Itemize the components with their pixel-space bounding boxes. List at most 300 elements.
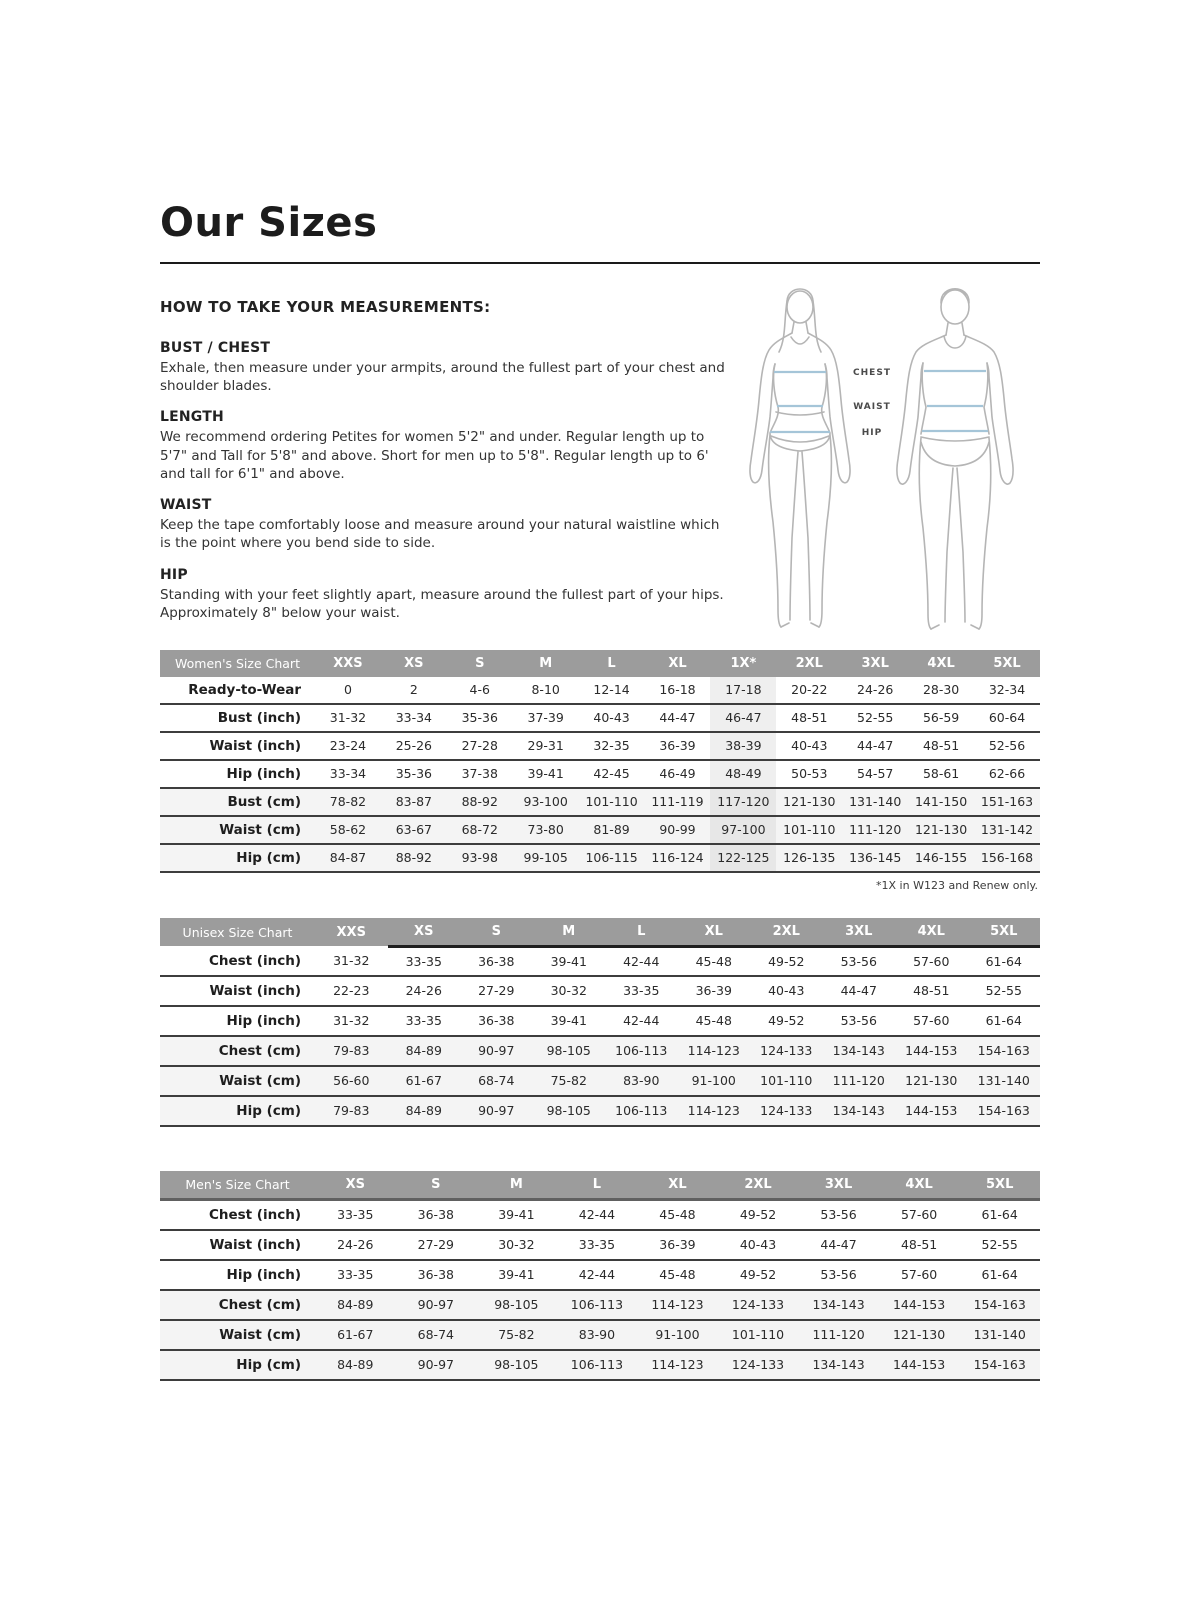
size-cell: 53-56 bbox=[823, 1006, 896, 1036]
size-cell: 106-113 bbox=[605, 1096, 678, 1126]
title-divider bbox=[160, 262, 1040, 264]
table-row bbox=[160, 1350, 1040, 1380]
size-cell: 101-110 bbox=[579, 788, 645, 816]
table-title-cell: Men's Size Chart bbox=[160, 1171, 315, 1200]
size-cell: 90-97 bbox=[396, 1350, 477, 1380]
size-cell: 36-38 bbox=[396, 1260, 477, 1290]
measurement-section bbox=[160, 409, 730, 483]
size-cell: 156-168 bbox=[974, 844, 1040, 872]
size-cell: 106-113 bbox=[605, 1036, 678, 1066]
size-cell: 36-39 bbox=[637, 1230, 718, 1260]
size-cell: 75-82 bbox=[476, 1320, 557, 1350]
header-row bbox=[160, 918, 1040, 947]
size-column-header: L bbox=[579, 650, 645, 677]
size-cell: 144-153 bbox=[895, 1036, 968, 1066]
table-row bbox=[160, 1320, 1040, 1350]
size-cell: 121-130 bbox=[776, 788, 842, 816]
size-cell: 58-61 bbox=[908, 760, 974, 788]
size-cell: 36-38 bbox=[460, 1006, 533, 1036]
size-column-header: 3XL bbox=[798, 1171, 879, 1200]
size-column-header: 1X* bbox=[710, 650, 776, 677]
measurement-section bbox=[160, 497, 730, 552]
row-label: Waist (cm) bbox=[160, 816, 315, 844]
table-row bbox=[160, 1199, 1040, 1230]
size-cell: 57-60 bbox=[895, 1006, 968, 1036]
size-cell: 45-48 bbox=[659, 1207, 696, 1223]
size-cell: 114-123 bbox=[637, 1290, 718, 1320]
women-size-chart bbox=[160, 650, 1040, 892]
size-cell: 52-55 bbox=[959, 1230, 1040, 1260]
size-cell: 45-48 bbox=[637, 1260, 718, 1290]
header-row bbox=[160, 650, 1040, 677]
size-cell: 33-35 bbox=[405, 953, 442, 969]
size-cell: 154-163 bbox=[968, 1096, 1041, 1126]
size-cell: 40-43 bbox=[776, 732, 842, 760]
size-cell: 106-113 bbox=[557, 1290, 638, 1320]
size-column-header: 4XL bbox=[908, 650, 974, 677]
table-row bbox=[160, 816, 1040, 844]
table-header bbox=[160, 1171, 1040, 1200]
size-column-header: M bbox=[513, 650, 579, 677]
size-cell: 141-150 bbox=[908, 788, 974, 816]
size-cell: 98-105 bbox=[476, 1350, 557, 1380]
size-cell: 61-64 bbox=[959, 1260, 1040, 1290]
size-cell: 122-125 bbox=[710, 844, 776, 872]
women-size-table bbox=[160, 650, 1040, 873]
size-column-header: XS bbox=[381, 650, 447, 677]
size-cell: 56-59 bbox=[908, 704, 974, 732]
size-cell: 35-36 bbox=[381, 760, 447, 788]
size-cell: 30-32 bbox=[476, 1230, 557, 1260]
table-row bbox=[160, 946, 1040, 976]
size-cell: 39-41 bbox=[498, 1207, 535, 1223]
size-column-header: 5XL bbox=[974, 650, 1040, 677]
size-cell: 91-100 bbox=[637, 1320, 718, 1350]
size-cell: 93-100 bbox=[513, 788, 579, 816]
size-column-header: 5XL bbox=[959, 1171, 1040, 1200]
male-measure-lines bbox=[922, 371, 988, 431]
female-figure bbox=[750, 289, 850, 627]
size-cell: 49-52 bbox=[750, 1006, 823, 1036]
size-cell: 61-67 bbox=[388, 1066, 461, 1096]
size-column-header: XXS bbox=[315, 650, 381, 677]
size-cell: 37-39 bbox=[513, 704, 579, 732]
table-row bbox=[160, 732, 1040, 760]
size-cell: 20-22 bbox=[791, 682, 828, 698]
size-cell: 106-115 bbox=[579, 844, 645, 872]
size-cell: 79-83 bbox=[315, 1036, 388, 1066]
row-label: Waist (cm) bbox=[160, 1320, 315, 1350]
measurement-label: HIP bbox=[160, 566, 188, 583]
size-cell: 36-39 bbox=[678, 976, 751, 1006]
size-cell: 32-35 bbox=[579, 732, 645, 760]
size-column-header: XXS bbox=[315, 918, 388, 947]
size-column-header: XL bbox=[678, 918, 751, 947]
row-label: Hip (inch) bbox=[160, 1006, 315, 1036]
measurement-label: LENGTH bbox=[160, 409, 224, 426]
size-cell: 35-36 bbox=[447, 704, 513, 732]
size-cell: 36-38 bbox=[417, 1207, 454, 1223]
size-cell: 116-124 bbox=[645, 844, 711, 872]
table-body bbox=[160, 946, 1040, 1126]
size-cell: 46-49 bbox=[645, 760, 711, 788]
size-cell: 27-29 bbox=[396, 1230, 477, 1260]
size-cell: 29-31 bbox=[513, 732, 579, 760]
female-measure-lines bbox=[770, 372, 830, 432]
size-column-header: 2XL bbox=[750, 918, 823, 947]
size-column-header: 3XL bbox=[842, 650, 908, 677]
size-cell: 144-153 bbox=[895, 1096, 968, 1126]
size-cell: 61-64 bbox=[968, 1006, 1041, 1036]
size-cell: 44-47 bbox=[645, 704, 711, 732]
row-label: Chest (inch) bbox=[208, 952, 301, 969]
size-cell: 78-82 bbox=[315, 788, 381, 816]
size-cell: 84-89 bbox=[315, 1290, 396, 1320]
size-cell: 27-28 bbox=[447, 732, 513, 760]
size-cell: 31-32 bbox=[315, 704, 381, 732]
size-cell: 90-99 bbox=[645, 816, 711, 844]
size-cell: 98-105 bbox=[476, 1290, 557, 1320]
size-cell: 50-53 bbox=[776, 760, 842, 788]
size-cell: 101-110 bbox=[718, 1320, 799, 1350]
how-to-heading: HOW TO TAKE YOUR MEASUREMENTS: bbox=[160, 298, 491, 316]
size-cell: 126-135 bbox=[776, 844, 842, 872]
size-cell: 0 bbox=[343, 682, 352, 698]
size-cell: 114-123 bbox=[678, 1036, 751, 1066]
size-column-header: L bbox=[557, 1171, 638, 1200]
size-cell: 81-89 bbox=[579, 816, 645, 844]
size-cell: 154-163 bbox=[959, 1350, 1040, 1380]
size-cell: 111-120 bbox=[798, 1320, 879, 1350]
size-cell: 56-60 bbox=[315, 1066, 388, 1096]
size-column-header: XL bbox=[637, 1171, 718, 1200]
size-cell: 131-140 bbox=[968, 1066, 1041, 1096]
size-cell: 52-56 bbox=[974, 732, 1040, 760]
size-cell: 39-41 bbox=[550, 953, 587, 969]
size-column-header: M bbox=[533, 918, 606, 947]
size-column-header: 2XL bbox=[776, 650, 842, 677]
size-cell: 62-66 bbox=[974, 760, 1040, 788]
size-cell: 27-29 bbox=[460, 976, 533, 1006]
table-row bbox=[160, 1096, 1040, 1126]
table-row bbox=[160, 760, 1040, 788]
measurement-label: BUST / CHEST bbox=[160, 340, 271, 356]
size-cell: 53-56 bbox=[798, 1260, 879, 1290]
size-cell: 39-41 bbox=[533, 1006, 606, 1036]
size-column-header: S bbox=[396, 1171, 477, 1200]
size-cell: 44-47 bbox=[823, 976, 896, 1006]
size-cell: 23-24 bbox=[315, 732, 381, 760]
table-row bbox=[160, 704, 1040, 732]
size-cell: 131-140 bbox=[959, 1320, 1040, 1350]
size-cell: 151-163 bbox=[974, 788, 1040, 816]
size-cell: 24-26 bbox=[388, 976, 461, 1006]
size-cell: 30-32 bbox=[533, 976, 606, 1006]
size-cell: 33-35 bbox=[337, 1207, 374, 1223]
row-label: Chest (cm) bbox=[160, 1036, 315, 1066]
table-footnote: *1X in W123 and Renew only. bbox=[876, 878, 1038, 892]
size-cell: 134-143 bbox=[798, 1350, 879, 1380]
size-column-header: 4XL bbox=[879, 1171, 960, 1200]
table-title-cell: Unisex Size Chart bbox=[160, 918, 315, 947]
size-cell: 24-26 bbox=[315, 1230, 396, 1260]
row-label: Ready-to-Wear bbox=[188, 681, 301, 698]
size-cell: 31-32 bbox=[333, 953, 370, 969]
size-cell: 42-44 bbox=[605, 1006, 678, 1036]
size-cell: 42-45 bbox=[579, 760, 645, 788]
size-cell: 90-97 bbox=[460, 1036, 533, 1066]
size-cell: 121-130 bbox=[895, 1066, 968, 1096]
row-label: Bust (inch) bbox=[160, 704, 315, 732]
size-cell: 124-133 bbox=[718, 1290, 799, 1320]
male-figure bbox=[897, 289, 1013, 629]
size-column-header: 5XL bbox=[968, 918, 1041, 947]
row-label: Hip (cm) bbox=[160, 1096, 315, 1126]
size-column-header: S bbox=[447, 650, 513, 677]
size-cell: 90-97 bbox=[396, 1290, 477, 1320]
size-cell: 154-163 bbox=[959, 1290, 1040, 1320]
row-label: Hip (cm) bbox=[160, 1350, 315, 1380]
size-column-header: 3XL bbox=[823, 918, 896, 947]
size-cell: 28-30 bbox=[922, 682, 960, 698]
size-cell: 48-51 bbox=[776, 704, 842, 732]
measurement-section bbox=[160, 340, 730, 395]
size-cell: 63-67 bbox=[381, 816, 447, 844]
hip-label: HIP bbox=[861, 428, 883, 438]
size-cell: 40-43 bbox=[750, 976, 823, 1006]
table-header bbox=[160, 918, 1040, 947]
size-cell: 36-39 bbox=[645, 732, 711, 760]
size-cell: 68-74 bbox=[460, 1066, 533, 1096]
size-cell: 57-60 bbox=[879, 1260, 960, 1290]
size-cell: 146-155 bbox=[908, 844, 974, 872]
size-cell: 48-51 bbox=[879, 1230, 960, 1260]
size-cell: 57-60 bbox=[913, 953, 950, 969]
size-cell: 124-133 bbox=[718, 1350, 799, 1380]
unisex-size-chart bbox=[160, 918, 1040, 1127]
size-cell: 17-18 bbox=[710, 677, 776, 704]
size-cell: 131-142 bbox=[974, 816, 1040, 844]
row-label: Hip (inch) bbox=[160, 760, 315, 788]
size-cell: 48-51 bbox=[895, 976, 968, 1006]
size-cell: 39-41 bbox=[513, 760, 579, 788]
table-title-cell: Women's Size Chart bbox=[160, 650, 315, 677]
size-cell: 121-130 bbox=[908, 816, 974, 844]
size-cell: 101-110 bbox=[750, 1066, 823, 1096]
size-cell: 40-43 bbox=[718, 1230, 799, 1260]
measurement-text: Exhale, then measure under your armpits, around the fullest part of your chest and shoulder blades. bbox=[160, 360, 725, 395]
size-cell: 33-34 bbox=[315, 760, 381, 788]
chest-label: CHEST bbox=[853, 368, 891, 378]
table-row bbox=[160, 1260, 1040, 1290]
size-cell: 84-89 bbox=[388, 1036, 461, 1066]
size-cell: 58-62 bbox=[315, 816, 381, 844]
size-cell: 8-10 bbox=[531, 682, 560, 698]
waist-label: WAIST bbox=[853, 402, 891, 412]
size-cell: 49-52 bbox=[718, 1260, 799, 1290]
size-cell: 154-163 bbox=[968, 1036, 1041, 1066]
size-cell: 45-48 bbox=[678, 1006, 751, 1036]
size-cell: 68-74 bbox=[396, 1320, 477, 1350]
size-cell: 114-123 bbox=[637, 1350, 718, 1380]
size-column-header: XS bbox=[388, 918, 461, 947]
table-row bbox=[160, 1006, 1040, 1036]
header-row bbox=[160, 1171, 1040, 1200]
size-cell: 83-87 bbox=[381, 788, 447, 816]
size-cell: 4-6 bbox=[469, 682, 490, 698]
size-cell: 39-41 bbox=[476, 1260, 557, 1290]
size-cell: 79-83 bbox=[315, 1096, 388, 1126]
size-cell: 31-32 bbox=[315, 1006, 388, 1036]
size-cell: 36-38 bbox=[478, 953, 515, 969]
table-row bbox=[160, 1290, 1040, 1320]
row-label: Hip (inch) bbox=[160, 1260, 315, 1290]
size-cell: 60-64 bbox=[974, 704, 1040, 732]
size-cell: 73-80 bbox=[513, 816, 579, 844]
size-cell: 44-47 bbox=[842, 732, 908, 760]
size-cell: 136-145 bbox=[842, 844, 908, 872]
size-cell: 124-133 bbox=[750, 1096, 823, 1126]
men-size-table bbox=[160, 1171, 1040, 1381]
size-cell: 117-120 bbox=[710, 788, 776, 816]
size-cell: 42-44 bbox=[557, 1260, 638, 1290]
size-cell: 61-64 bbox=[981, 1207, 1018, 1223]
size-column-header: XS bbox=[315, 1171, 396, 1200]
size-cell: 111-120 bbox=[842, 816, 908, 844]
size-cell: 37-38 bbox=[447, 760, 513, 788]
size-cell: 111-120 bbox=[823, 1066, 896, 1096]
table-row bbox=[160, 1230, 1040, 1260]
measurement-sections bbox=[160, 340, 730, 622]
measurement-label: WAIST bbox=[160, 497, 212, 514]
table-row bbox=[160, 976, 1040, 1006]
size-cell: 121-130 bbox=[879, 1320, 960, 1350]
table-row bbox=[160, 1036, 1040, 1066]
size-cell: 48-51 bbox=[908, 732, 974, 760]
size-cell: 84-89 bbox=[388, 1096, 461, 1126]
size-cell: 53-56 bbox=[820, 1207, 857, 1223]
size-cell: 83-90 bbox=[557, 1320, 638, 1350]
size-cell: 49-52 bbox=[739, 1207, 777, 1223]
size-cell: 88-92 bbox=[447, 788, 513, 816]
size-cell: 99-105 bbox=[513, 844, 579, 872]
table-header bbox=[160, 650, 1040, 677]
unisex-size-table bbox=[160, 918, 1040, 1127]
figures-panel bbox=[730, 276, 1040, 634]
size-cell: 134-143 bbox=[798, 1290, 879, 1320]
row-label: Bust (cm) bbox=[160, 788, 315, 816]
size-cell: 33-35 bbox=[315, 1260, 396, 1290]
size-column-header: XL bbox=[645, 650, 711, 677]
size-cell: 2 bbox=[409, 682, 418, 698]
size-cell: 33-35 bbox=[557, 1230, 638, 1260]
row-label: Chest (cm) bbox=[160, 1290, 315, 1320]
size-cell: 16-18 bbox=[659, 682, 696, 698]
size-cell: 22-23 bbox=[315, 976, 388, 1006]
size-cell: 33-35 bbox=[388, 1006, 461, 1036]
size-cell: 97-100 bbox=[710, 816, 776, 844]
size-cell: 40-43 bbox=[579, 704, 645, 732]
row-label: Waist (inch) bbox=[160, 1230, 315, 1260]
size-cell: 48-49 bbox=[710, 760, 776, 788]
intro-section bbox=[160, 298, 1040, 636]
size-column-header: 2XL bbox=[718, 1171, 799, 1200]
size-cell: 84-87 bbox=[315, 844, 381, 872]
table-row bbox=[160, 844, 1040, 872]
size-cell: 106-113 bbox=[557, 1350, 638, 1380]
size-cell: 45-48 bbox=[695, 953, 732, 969]
size-column-header: M bbox=[476, 1171, 557, 1200]
table-row bbox=[160, 788, 1040, 816]
size-cell: 124-133 bbox=[750, 1036, 823, 1066]
size-cell: 24-26 bbox=[857, 682, 894, 698]
measurement-text: Standing with your feet slightly apart, measure around the fullest part of your hips. Approximately 8" below your waist. bbox=[160, 586, 724, 621]
size-cell: 25-26 bbox=[381, 732, 447, 760]
row-label: Waist (inch) bbox=[160, 732, 315, 760]
row-label: Waist (inch) bbox=[160, 976, 315, 1006]
size-cell: 49-52 bbox=[768, 953, 805, 969]
table-row bbox=[160, 677, 1040, 704]
size-cell: 98-105 bbox=[533, 1096, 606, 1126]
size-cell: 44-47 bbox=[798, 1230, 879, 1260]
row-label: Waist (cm) bbox=[160, 1066, 315, 1096]
size-cell: 54-57 bbox=[842, 760, 908, 788]
size-cell: 98-105 bbox=[533, 1036, 606, 1066]
size-cell: 46-47 bbox=[710, 704, 776, 732]
size-cell: 52-55 bbox=[842, 704, 908, 732]
size-cell: 144-153 bbox=[879, 1290, 960, 1320]
page-title: Our Sizes bbox=[160, 200, 378, 246]
table-body bbox=[160, 677, 1040, 872]
size-cell: 32-34 bbox=[988, 682, 1026, 698]
men-size-chart bbox=[160, 1171, 1040, 1381]
size-cell: 91-100 bbox=[678, 1066, 751, 1096]
table-row bbox=[160, 1066, 1040, 1096]
size-column-header: S bbox=[460, 918, 533, 947]
size-cell: 33-34 bbox=[381, 704, 447, 732]
size-cell: 114-123 bbox=[678, 1096, 751, 1126]
size-cell: 134-143 bbox=[823, 1036, 896, 1066]
measurement-section bbox=[160, 567, 730, 622]
size-cell: 33-35 bbox=[605, 976, 678, 1006]
size-cell: 61-64 bbox=[985, 953, 1022, 969]
size-cell: 144-153 bbox=[879, 1350, 960, 1380]
table-body bbox=[160, 1199, 1040, 1380]
size-tables bbox=[160, 650, 1040, 1381]
measurement-figure bbox=[730, 276, 1040, 634]
size-cell: 134-143 bbox=[823, 1096, 896, 1126]
size-cell: 101-110 bbox=[776, 816, 842, 844]
measurement-instructions bbox=[160, 298, 730, 636]
size-cell: 93-98 bbox=[447, 844, 513, 872]
size-cell: 90-97 bbox=[460, 1096, 533, 1126]
row-label: Chest (inch) bbox=[208, 1206, 301, 1223]
size-cell: 52-55 bbox=[968, 976, 1041, 1006]
size-cell: 42-44 bbox=[578, 1207, 616, 1223]
size-cell: 83-90 bbox=[605, 1066, 678, 1096]
size-column-header: 4XL bbox=[895, 918, 968, 947]
row-label: Hip (cm) bbox=[160, 844, 315, 872]
measurement-text: Keep the tape comfortably loose and measure around your natural waistline which is the point where you bend side to side. bbox=[160, 517, 720, 552]
size-cell: 75-82 bbox=[533, 1066, 606, 1096]
measurement-text: We recommend ordering Petites for women 5'2" and under. Regular length up to 5'7" and Tall for 5'8" and above. Short for men up to 5'8". Regular length up to 6' and tall for 6'1" and above. bbox=[160, 429, 709, 482]
size-cell: 131-140 bbox=[842, 788, 908, 816]
size-cell: 57-60 bbox=[900, 1207, 938, 1223]
size-cell: 68-72 bbox=[447, 816, 513, 844]
size-cell: 53-56 bbox=[840, 953, 877, 969]
size-cell: 12-14 bbox=[593, 682, 630, 698]
size-cell: 61-67 bbox=[315, 1320, 396, 1350]
